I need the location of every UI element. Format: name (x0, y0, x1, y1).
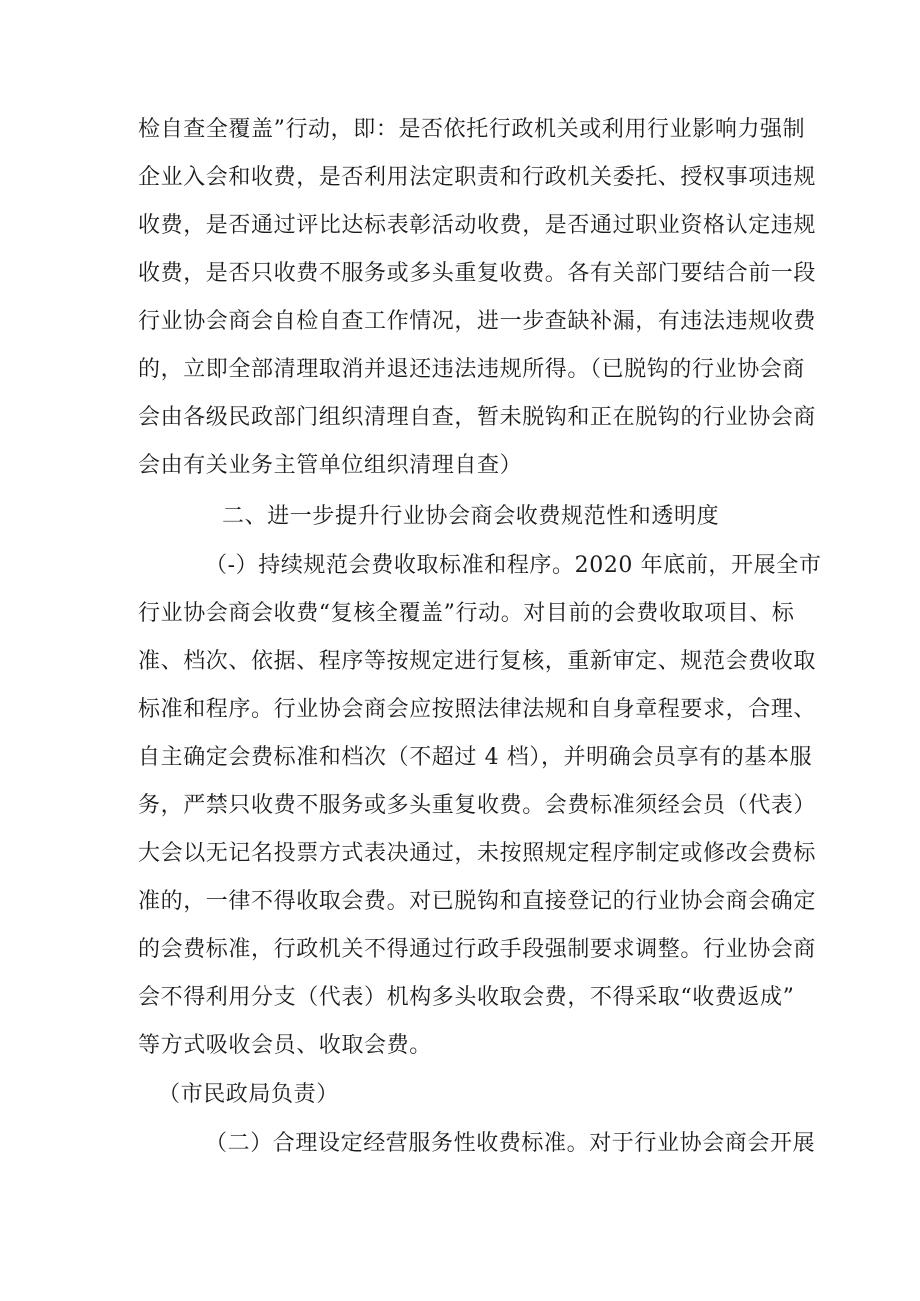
paragraph-line: 标准和程序。行业协会商会应按照法律法规和自身章程要求，合理、 (138, 697, 817, 722)
paragraph-line: 收费，是否只收费不服务或多头重复收费。各有关部门要结合前一段 (138, 261, 817, 286)
paragraph-line: 会不得利用分支（代表）机构多头收取会费，不得采取“收费返成” (138, 985, 795, 1010)
paragraph-line: 检自查全覆盖”行动，即：是否依托行政机关或利用行业影响力强制 (138, 117, 806, 142)
paragraph-line: 等方式吸收会员、收取会费。 (138, 1033, 432, 1058)
paragraph-line: 会由有关业务主管单位组织清理自查） (138, 453, 523, 478)
paragraph-line: （-）持续规范会费收取标准和程序。2020 年底前，开展全市 (205, 553, 822, 578)
paragraph-line: 的会费标准，行政机关不得通过行政手段强制要求调整。行业协会商 (138, 937, 817, 962)
paragraph-line: 企业入会和收费，是否利用法定职责和行政机关委托、授权事项违规 (138, 165, 817, 190)
paragraph-line: 行业协会商会收费“复核全覆盖”行动。对目前的会费收取项目、标 (138, 601, 795, 626)
paragraph-line: 会由各级民政部门组织清理自查，暂未脱钩和正在脱钩的行业协会商 (138, 405, 817, 430)
section-heading: 二、进一步提升行业协会商会收费规范性和透明度 (222, 504, 720, 529)
paragraph-line: 收费，是否通过评比达标表彰活动收费，是否通过职业资格认定违规 (138, 213, 817, 238)
paragraph-line: 大会以无记名投票方式表决通过，未按照规定程序制定或修改会费标 (138, 841, 817, 866)
paragraph-line: 准、档次、依据、程序等按规定进行复核，重新审定、规范会费收取 (138, 649, 817, 674)
paragraph-line: 自主确定会费标准和档次（不超过 4 档），并明确会员享有的基本服 (138, 745, 813, 770)
paragraph-line: 务，严禁只收费不服务或多头重复收费。会费标准须经会员（代表） (138, 793, 817, 818)
paragraph-line: 的，立即全部清理取消并退还违法违规所得。（已脱钩的行业协会商 (138, 357, 806, 382)
paragraph-line: （二）合理设定经营服务性收费标准。对于行业协会商会开展 (205, 1131, 816, 1156)
paragraph-line: 准的，一律不得收取会费。对已脱钩和直接登记的行业协会商会确定 (138, 889, 817, 914)
paragraph-line: 行业协会商会自检自查工作情况，进一步查缺补漏，有违法违规收费 (138, 309, 817, 334)
responsible-department-note: （市民政局负责） (158, 1082, 339, 1107)
